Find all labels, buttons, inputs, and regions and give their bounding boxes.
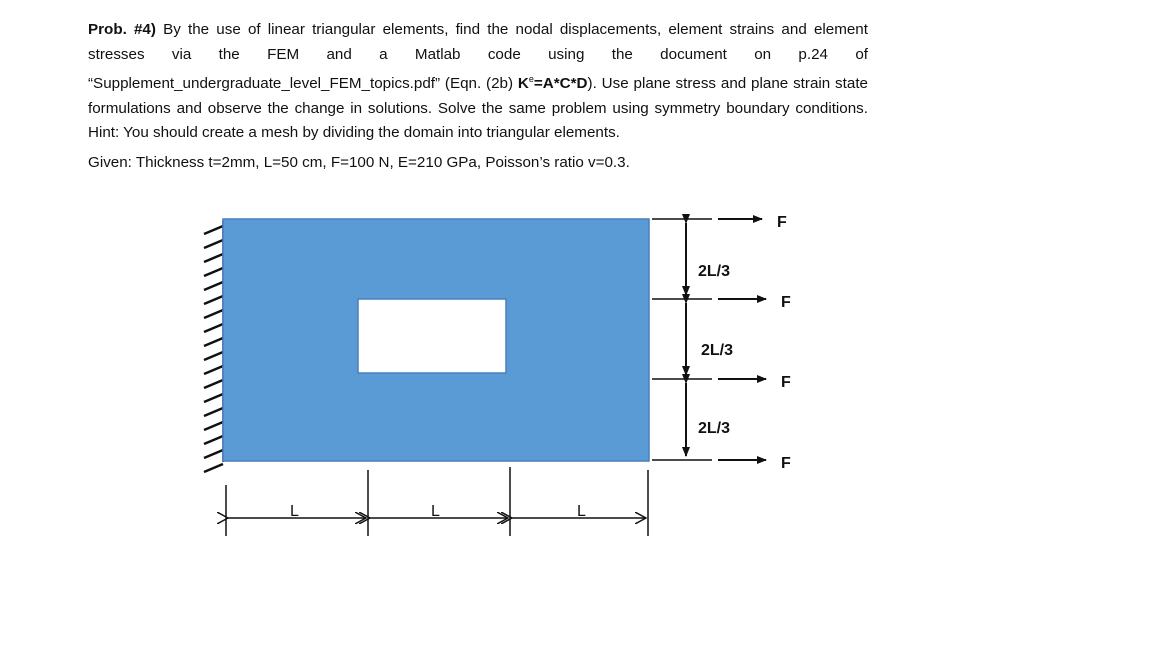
plate-hole bbox=[358, 299, 506, 373]
formula-k: K bbox=[517, 75, 529, 93]
formula-superscript: e bbox=[528, 74, 534, 84]
force-label: F bbox=[777, 214, 787, 231]
horizontal-dimension-ticks bbox=[226, 467, 648, 536]
horizontal-dim-label: L bbox=[290, 503, 299, 520]
problem-text-part2: ). Use plane stress and plane strain state formulations and observe the change in solutions. Solve the same problem using symmetry boundary conditions. Hint: You should create a mesh by dividing the domain into triangular elements. bbox=[88, 75, 868, 142]
formula-rest: =A*C*D bbox=[533, 75, 588, 93]
problem-label: Prob. #4) bbox=[88, 21, 156, 38]
vertical-dim-label: 2L/3 bbox=[698, 263, 731, 280]
given-values: Given: Thickness t=2mm, L=50 cm, F=100 N, E=210 GPa, Poisson’s ratio v=0.3. bbox=[88, 154, 630, 171]
horizontal-dim-label: L bbox=[431, 503, 440, 520]
fixed-support bbox=[204, 220, 223, 472]
horizontal-dim-label: L bbox=[577, 503, 586, 520]
vertical-dim-label: 2L/3 bbox=[701, 342, 734, 359]
force-label: F bbox=[781, 455, 791, 472]
force-label: F bbox=[781, 374, 791, 391]
problem-text-part1: By the use of linear triangular elements, find the nodal displacements, element strains and element stresses via the FEM and a Matlab code using the document on p.24 of “Supplement_undergraduate_level_FEM_topics.pdf” (Eqn. (2b) bbox=[88, 21, 868, 93]
force-label: F bbox=[781, 294, 791, 311]
vertical-dim-label: 2L/3 bbox=[698, 420, 731, 437]
